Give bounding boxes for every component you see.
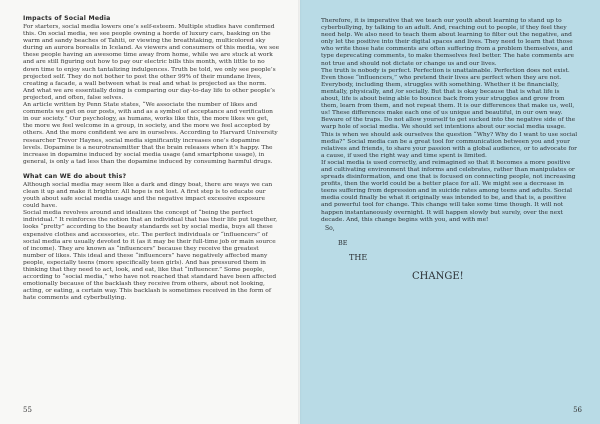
paragraph: For starters, social media lowers one’s self-esteem. Multiple studies have confirmed this. On social media, we see people owning a horde of luxury cars, basking on the warm and sandy beaches of Tahiti, or viewing the breathtaking, multicolored sky during an aurora borealis in Iceland. As viewers and consumers of this media, we see these people having an awesome time away from home, while we are stuck at work and are still figuring out how to pay our electric bills this month, with little to no down time to enjoy such tantalizing indulgences. Truth be told, we only see people’s projected self. They do not bother to post the other 99% of their mundane lives, creating a facade, a wall between what is real and what is projected as the norm. And what we are essentially doing is comparing our day-to-day life to other people’s projected, and often, false selves.: [23, 24, 280, 101]
book-spine-shadow: [298, 0, 302, 424]
closing-so: So,: [325, 224, 335, 232]
paragraph: Although social media may seem like a dark and dingy boat, there are ways we can clean it up and make it brighter. All hope is not lost. A first step is to educate our youth about safe social media usage and the negative impact excessive exposure could have.: [23, 181, 273, 210]
section-heading-impacts: Impacts of Social Media: [23, 15, 111, 22]
paragraph: Beware of the traps. Do not allow yourself to get sucked into the negative side of the warp hole of social media. We should set intentions about our social media usage. This is when we should ask ourselves the question “Why? Why do I want to use social media?” Social media can be a great tool for communication between you and your relatives and friends, to share your passion with a global audience, or to advocate for a cause, if used the right way and time spent is limited.: [321, 117, 578, 159]
page-number: 56: [573, 406, 582, 414]
paragraph: If social media is used correctly, and reimagined so that it becomes a more positive and cultivating environment that informs and celebrates, rather than manipulates or spreads disinformation, and one that is focused on connecting people, not increasing profits, then the world could be a better place for all. We might see a decrease in teens suffering from depression and in suicide rates among teens and adults. Social media could finally be what it originally was intended to be, and that is, a positive and powerful tool for change. This change will take some time though. It will not happen instantaneously overnight. It will happen slowly but surely, over the next decade. And, this change begins with you, and with me!: [321, 159, 576, 223]
paragraph: An article written by Penn State states, “We associate the number of likes and comments we get on our posts, with and as a symbol of acceptance and verification in our society.” Our psychology, as humans, works like this, the more likes we get, the more we feel welcome in a group, in society, and the more we feel accepted by others. And the more confident we are in ourselves. According to Harvard University researcher Trevor Haynes, social media significantly increases one’s dopamine levels. Dopamine is a neurotransmitter that the brain releases when it’s happy. The increase in dopamine induced by social media usage (and smartphone usage), in general, is only a tad less than the dopamine induced by consuming harmful drugs.: [23, 102, 278, 165]
closing-the: THE: [349, 252, 368, 262]
right-page: [300, 0, 600, 424]
paragraph: The truth is nobody is perfect. Perfection is unattainable. Perfection does not exist. Even those “influencers,” who pretend their lives are perfect when they are not. Everybody, including them, struggles with something. Whether it be financially, mentally, physically, and /or socially. But that is okay because that is what life is about, life is about being able to bounce back from your struggles and grow from them, learn from them, and not repeat them. It is our differences that make us, well, us! These differences make each one of us unique and beautiful, in our own way.: [321, 67, 575, 117]
paragraph: Therefore, it is imperative that we teach our youth about learning to stand up to cyberbullying, by talking to an adult. And, reaching out to people, if they feel they need help. We also need to teach them about learning to filter out the negative, and only let the positive into their digital spaces and lives. They need to learn that those who write those hate comments are often suffering from a problem themselves, and type deprecating comments, to make themselves feel better. The hate comments are not true and should not dictate or change us and our lives.: [321, 18, 575, 67]
closing-change: CHANGE!: [412, 270, 464, 282]
page-number: 55: [23, 406, 32, 414]
section-heading-what-can-we-do: What can WE do about this?: [23, 172, 127, 180]
paragraph: Social media revolves around and idealizes the concept of “being the perfect individual.” It reinforces the notion that an individual that has their life put together, looks “pretty” according to the beauty standards set by social media, buys all these expensive clothes and accessories, etc. The perfect individuals or “influencers” of social media are usually devoted to it (as it may be their full-time job or main source of income). They are known as “influencers” because they receive the greatest number of likes. This ideal and these “influencers” have negatively affected many people, especially teens (more specifically teen girls). And has pressured them in thinking that they need to act, look, and eat, like that “influencer.” Some people, according to “social media,” who have not reached that standard have been affected emotionally because of the backlash they receive from others, about not looking, acting, or eating, a certain way. This backlash is sometimes received in the form of hate comments and cyberbullying.: [23, 210, 278, 302]
closing-be: BE: [338, 238, 348, 247]
